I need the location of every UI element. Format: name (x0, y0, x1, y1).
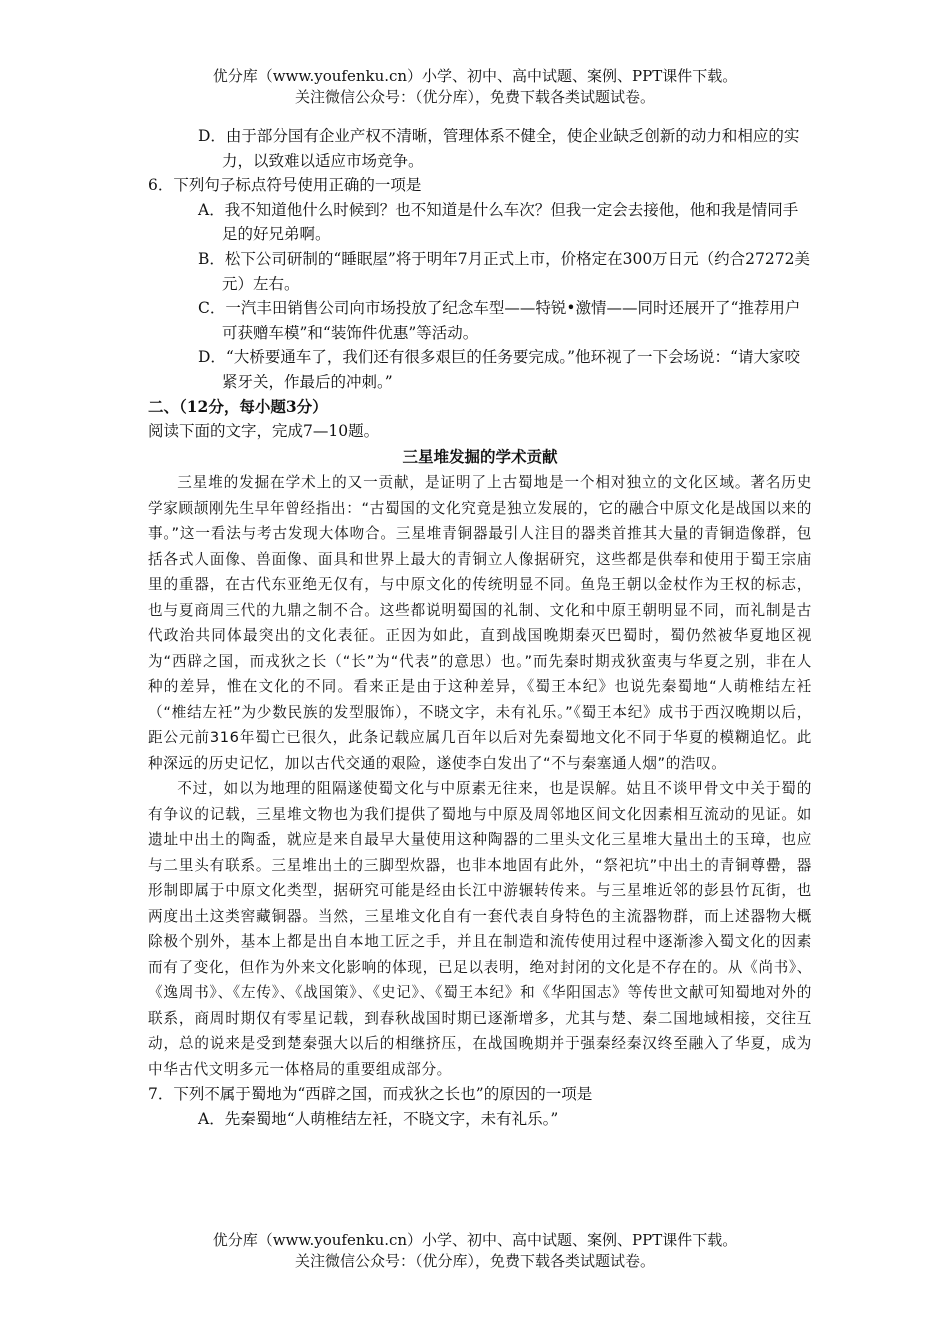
footer-line-2: 关注微信公众号：（优分库），免费下载各类试题试卷。 (294, 1252, 655, 1270)
section-2-heading: 二、（12分，每小题3分） (148, 396, 328, 416)
q7-option-a: A．先秦蜀地“人萌椎结左衽，不晓文字，未有礼乐。” (198, 1109, 559, 1128)
q5-option-d: D．由于部分国有企业产权不清晰，管理体系不健全，使企业缺乏创新的动力和相应的实力，以致难以适应市场竞争。 (198, 127, 800, 170)
passage-paragraph-2: 不过，如以为地理的阻隔遂使蜀文化与中原素无往来，也是误解。姑且不谈甲骨文中关于蜀的有争议的记载，三星堆文物也为我们提供了蜀地与中原及周邻地区间文化因素相互流动的见证。如遗址中出土的陶盉，就应是来自最早大量使用这种陶器的二里头文化三星堆大量出土的玉璋，也应与二里头有联系。三星堆出土的三脚型炊器，也非本地固有此外，“祭祀坑”中出土的青铜尊罍，器形制即属于中原文化类型，据研究可能是经由长江中游辗转传来。与三星堆近邻的彭县竹瓦街，也两度出土这类窖藏铜器。当然，三星堆文化自有一套代表自身特色的主流器物群，而上述器物大概除极个别外，基本上都是出自本地工匠之手，并且在制造和流传使用过程中逐渐渗入蜀文化的因素而有了变化，但作为外来文化影响的体现，已足以表明，绝对封闭的文化是不存在的。从《尚书》、《逸周书》、《左传》、《战国策》、《史记》、《蜀王本纪》和《华阳国志》等传世文献可知蜀地对外的联系，商周时期仅有零星记载，到春秋战国时期已逐渐增多，尤其与楚、秦二国地域相接，交往互动，总的说来是受到楚秦强大以后的相继挤压，在战国晚期并于强秦经秦汉终至融入了华夏，成为中华古代文明多元一体格局的重要组成部分。 (148, 780, 812, 1078)
q6-option-b: B．松下公司研制的“睡眠屋”将于明年7月正式上市，价格定在300万日元（约合27272美元）左右。 (198, 249, 810, 293)
page-header (0, 66, 950, 108)
q6-option-c: C．一汽丰田销售公司向市场投放了纪念车型——特锐•激情——同时还展开了“推荐用户可获赠车模”和“装饰件优惠”等活动。 (198, 299, 801, 342)
header-line-1: 优分库（www.youfenku.cn）小学、初中、高中试题、案例、PPT课件下载。 (212, 67, 738, 85)
page-footer (0, 1230, 950, 1272)
passage-paragraph-1: 三星堆的发掘在学术上的又一贡献，是证明了上古蜀地是一个相对独立的文化区域。著名历史学家顾颉刚先生早年曾经指出：“古蜀国的文化究竟是独立发展的，它的融合中原文化是战国以来的事。”这一看法与考古发现大体吻合。三星堆青铜器最引人注目的器类首推其大量的青铜造像群，包括各式人面像、兽面像、面具和世界上最大的青铜立人像据研究，这些都是供奉和使用于蜀王宗庙里的重器，在古代东亚绝无仅有，与中原文化的传统明显不同。鱼凫王朝以金杖作为王权的标志，也与夏商周三代的九鼎之制不合。这些都说明蜀国的礼制、文化和中原王朝明显不同，而礼制是古代政治共同体最突出的文化表征。正因为如此，直到战国晚期秦灭巴蜀时，蜀仍然被华夏地区视为“西辟之国，而戎狄之长（“长”为“代表”的意思）也。”而先秦时期戎狄蛮夷与华夏之别，非在人种的差异，惟在文化的不同。看来正是由于这种差异，《蜀王本纪》也说先秦蜀地“人萌椎结左衽（“椎结左衽”为少数民族的发型服饰），不晓文字，未有礼乐。”《蜀王本纪》成书于西汉晚期以后，距公元前316年蜀亡已很久，此条记载应属几百年以后对先秦蜀地文化不同于华夏的模糊追忆。此种深远的历史记忆，加以古代交通的艰险，遂使李白发出了“不与秦塞通人烟”的浩叹。 (148, 474, 812, 772)
section-2-instruction: 阅读下面的文字，完成7—10题。 (148, 422, 380, 441)
q6-stem: 6．下列句子标点符号使用正确的一项是 (148, 176, 422, 195)
document-body (148, 124, 812, 1132)
passage-title: 三星堆发掘的学术贡献 (402, 446, 558, 466)
header-line-2: 关注微信公众号：（优分库），免费下载各类试题试卷。 (294, 88, 655, 106)
q6-option-a: A．我不知道他什么时候到？也不知道是什么车次？但我一定会去接他，他和我是情同手足的好兄弟啊。 (198, 200, 799, 244)
q6-option-d: D．“大桥要通车了，我们还有很多艰巨的任务要完成。”他环视了一下会场说：“请大家咬紧牙关，作最后的冲刺。” (198, 348, 800, 391)
footer-line-1: 优分库（www.youfenku.cn）小学、初中、高中试题、案例、PPT课件下载。 (212, 1231, 738, 1249)
q7-stem: 7．下列不属于蜀地为“西辟之国，而戎狄之长也”的原因的一项是 (148, 1085, 593, 1104)
passage (148, 470, 812, 1082)
